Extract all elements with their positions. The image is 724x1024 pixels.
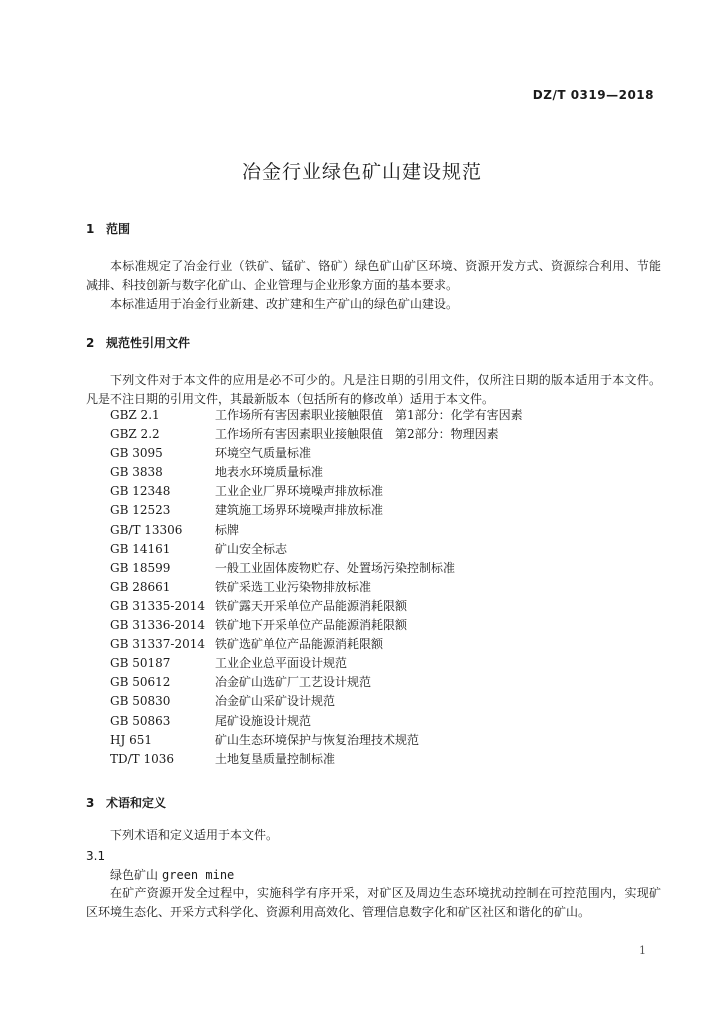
reference-title: 铁矿选矿单位产品能源消耗限额 xyxy=(215,637,384,652)
reference-list xyxy=(110,406,523,769)
reference-item xyxy=(110,635,523,654)
reference-title: 工作场所有害因素职业接触限值 第2部分：物理因素 xyxy=(215,427,499,442)
reference-title: 一般工业固体废物贮存、处置场污染控制标准 xyxy=(215,560,456,575)
reference-code: GB 18599 xyxy=(110,560,171,575)
reference-code: GB 12523 xyxy=(110,503,171,518)
reference-title: 铁矿地下开采单位产品能源消耗限额 xyxy=(215,618,408,633)
reference-item xyxy=(110,597,523,616)
reference-title: 工作场所有害因素职业接触限值 第1部分：化学有害因素 xyxy=(215,408,523,422)
reference-code: GB 3838 xyxy=(110,465,163,480)
reference-item xyxy=(110,444,523,463)
reference-item xyxy=(110,578,523,597)
reference-code: GB/T 13306 xyxy=(110,522,183,537)
terms-intro: 下列术语和定义适用于本文件。 xyxy=(110,828,279,842)
term-number: 3.1 xyxy=(86,849,106,863)
reference-title: 工业企业总平面设计规范 xyxy=(215,656,348,671)
document-title: 冶金行业绿色矿山建设规范 xyxy=(241,161,482,183)
reference-code: GB 50612 xyxy=(110,675,171,690)
reference-code: GB 50863 xyxy=(110,713,171,728)
reference-title: 冶金矿山选矿厂工艺设计规范 xyxy=(215,675,372,690)
reference-title: 尾矿设施设计规范 xyxy=(215,713,312,728)
reference-title: 矿山生态环境保护与恢复治理技术规范 xyxy=(215,732,420,747)
reference-title: 铁矿采选工业污染物排放标准 xyxy=(215,579,372,594)
reference-title: 冶金矿山采矿设计规范 xyxy=(215,694,336,709)
standard-code: DZ/T 0319—2018 xyxy=(532,88,654,102)
reference-code: HJ 651 xyxy=(110,732,152,747)
reference-item xyxy=(110,616,523,635)
reference-title: 建筑施工场界环境噪声排放标准 xyxy=(215,503,384,518)
reference-item xyxy=(110,559,523,578)
section-title: 规范性引用文件 xyxy=(106,336,191,350)
reference-code: GB 50187 xyxy=(110,656,171,671)
term-name xyxy=(110,866,234,883)
section-title: 术语和定义 xyxy=(106,796,167,810)
reference-item xyxy=(110,406,523,425)
reference-item xyxy=(110,521,523,540)
reference-title: 工业企业厂界环境噪声排放标准 xyxy=(215,484,384,499)
term-chinese: 绿色矿山 xyxy=(110,868,159,882)
reference-code: GB 3095 xyxy=(110,446,163,461)
page-number: 1 xyxy=(639,944,646,957)
scope-paragraph-1: 本标准规定了冶金行业（铁矿、锰矿、铬矿）绿色矿山矿区环境、资源开发方式、资源综合利用、节能减排、科技创新与数字化矿山、企业管理与企业形象方面的基本要求。 xyxy=(86,259,661,292)
reference-item xyxy=(110,750,523,769)
reference-item xyxy=(110,540,523,559)
reference-code: GB 14161 xyxy=(110,541,171,556)
section-number: 1 xyxy=(86,222,95,236)
scope-paragraph-2: 本标准适用于冶金行业新建、改扩建和生产矿山的绿色矿山建设。 xyxy=(110,297,459,311)
reference-title: 标牌 xyxy=(215,522,240,537)
term-definition: 在矿产资源开发全过程中，实施科学有序开采，对矿区及周边生态环境扰动控制在可控范围内，实现矿区环境生态化、开采方式科学化、资源利用高效化、管理信息数字化和矿区社区和谐化的矿山。 xyxy=(86,886,661,919)
reference-code: GBZ 2.1 xyxy=(110,408,160,422)
reference-code: GB 12348 xyxy=(110,484,171,499)
reference-item xyxy=(110,482,523,501)
reference-item xyxy=(110,692,523,711)
reference-item xyxy=(110,463,523,482)
section-number: 2 xyxy=(86,336,95,350)
reference-title: 矿山安全标志 xyxy=(215,541,288,556)
reference-item xyxy=(110,654,523,673)
reference-code: GB 28661 xyxy=(110,579,171,594)
term-english: green mine xyxy=(162,868,235,882)
reference-item xyxy=(110,425,523,444)
reference-title: 环境空气质量标准 xyxy=(215,446,312,461)
reference-title: 地表水环境质量标准 xyxy=(215,465,324,480)
normative-refs-intro: 下列文件对于本文件的应用是必不可少的。凡是注日期的引用文件，仅所注日期的版本适用于本文件。凡是不注日期的引用文件，其最新版本（包括所有的修改单）适用于本文件。 xyxy=(86,373,661,406)
reference-code: GBZ 2.2 xyxy=(110,427,160,442)
reference-code: GB 31337-2014 xyxy=(110,637,205,652)
reference-item xyxy=(110,731,523,750)
reference-title: 铁矿露天开采单位产品能源消耗限额 xyxy=(215,598,408,613)
section-heading-scope xyxy=(86,220,130,237)
section-title: 范围 xyxy=(106,222,131,236)
reference-item xyxy=(110,712,523,731)
reference-title: 土地复垦质量控制标准 xyxy=(215,751,336,766)
section-heading-terms xyxy=(86,794,166,811)
reference-code: GB 31336-2014 xyxy=(110,618,205,633)
section-heading-normative-refs xyxy=(86,334,190,351)
section-number: 3 xyxy=(86,796,95,810)
reference-code: GB 50830 xyxy=(110,694,171,709)
reference-code: TD/T 1036 xyxy=(110,751,175,766)
reference-item xyxy=(110,673,523,692)
reference-item xyxy=(110,501,523,520)
reference-code: GB 31335-2014 xyxy=(110,598,205,613)
